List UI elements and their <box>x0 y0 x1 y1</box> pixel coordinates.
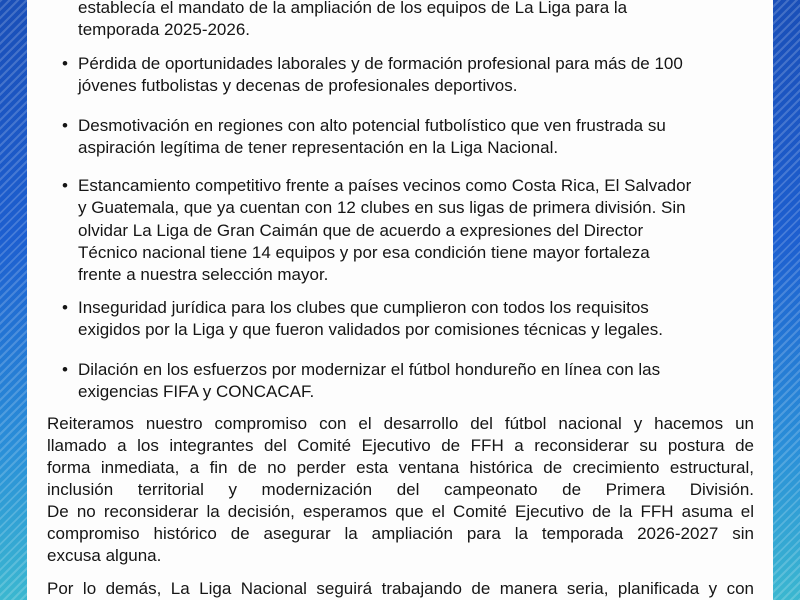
intro-line: temporada 2025-2026. <box>78 20 251 39</box>
bullet-line: Dilación en los esfuerzos por modernizar el fútbol hondureño en línea con las <box>78 360 661 379</box>
paragraph-line: forma inmediata, a fin de no perder esta ventana histórica de crecimiento estructural, <box>47 458 754 477</box>
closing-line: Por lo demás, La Liga Nacional seguirá trabajando de manera seria, planificada y con <box>47 579 754 598</box>
intro-line: establecía el mandato de la ampliación de los equipos de La Liga para la <box>78 0 628 17</box>
bullet-icon: • <box>62 54 68 73</box>
paragraph-line: excusa alguna. <box>47 546 162 565</box>
bullet-icon: • <box>62 176 68 195</box>
bullet-icon: • <box>62 360 68 379</box>
bullet-line: Técnico nacional tiene 14 equipos y por esa condición tiene mayor fortaleza <box>78 242 650 262</box>
bullet-line: olvidar La Liga de Gran Caimán que de acuerdo a expresiones del Director <box>78 220 644 240</box>
bullet-line: aspiración legítima de tener representación en la Liga Nacional. <box>78 138 559 158</box>
paragraph-line: llamado a los integrantes del Comité Ejecutivo de FFH a reconsiderar su postura de <box>47 436 754 455</box>
bullet-line: exigidos por la Liga y que fueron validados por comisiones técnicas y legales. <box>78 320 663 340</box>
bullet-line: Pérdida de oportunidades laborales y de formación profesional para más de 100 <box>78 54 683 73</box>
paragraph-line: Reiteramos nuestro compromiso con el desarrollo del fútbol nacional y hacemos un <box>47 414 754 433</box>
bullet-line: y Guatemala, que ya cuentan con 12 clubes en sus ligas de primera división. Sin <box>78 198 686 218</box>
bullet-line: frente a nuestra selección mayor. <box>78 265 329 285</box>
bullet-line: jóvenes futbolistas y decenas de profesionales deportivos. <box>78 76 518 96</box>
background-stripes-right <box>770 0 800 600</box>
bullet-line: exigencias FIFA y CONCACAF. <box>78 382 315 402</box>
paragraph-line: compromiso histórico de asegurar la ampliación para la temporada 2026-2027 sin <box>47 524 754 543</box>
paragraph-line: De no reconsiderar la decisión, esperamos que el Comité Ejecutivo de la FFH asuma el <box>47 502 754 521</box>
paragraph-line: inclusión territorial y modernización del campeonato de Primera División. <box>47 480 754 499</box>
bullet-icon: • <box>62 116 68 135</box>
background-stripes-left <box>0 0 30 600</box>
bullet-icon: • <box>62 298 68 317</box>
bullet-line: Estancamiento competitivo frente a países vecinos como Costa Rica, El Salvador <box>78 176 692 195</box>
bullet-line: Inseguridad jurídica para los clubes que cumplieron con todos los requisitos <box>78 298 649 317</box>
bullet-line: Desmotivación en regiones con alto potencial futbolístico que ven frustrada su <box>78 116 666 135</box>
